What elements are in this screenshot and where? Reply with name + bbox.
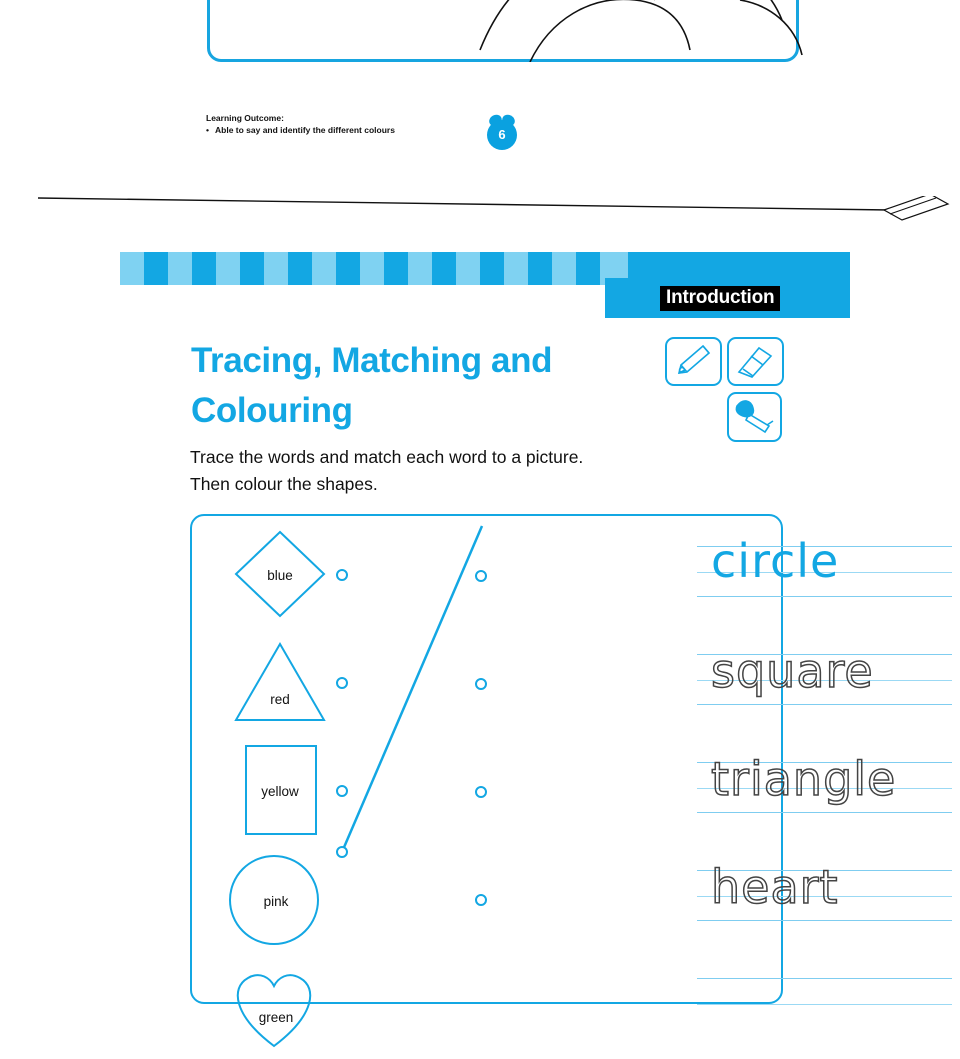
line-art-illustration [470,0,810,62]
learning-outcome-item: • Able to say and identify the different colours [206,124,466,136]
trace-word-circle[interactable]: circle [711,534,840,588]
shape-red[interactable] [220,634,340,730]
instructions-line1: Trace the words and match each word to a picture. [190,447,584,467]
section-tab-label: Introduction [660,286,780,311]
page-title-line2: Colouring [191,390,353,430]
page-title [191,336,661,435]
connector-dot-blue[interactable] [336,569,348,581]
learning-outcome-title: Learning Outcome: [206,113,284,123]
learning-outcome [206,112,466,137]
connector-dot-red[interactable] [336,677,348,689]
worksheet-page [0,232,960,1025]
shape-red-label: red [270,692,290,707]
shape-green-label: green [258,1010,294,1025]
previous-page-tail [0,0,960,230]
page-number-text: 6 [498,127,506,142]
word-row-triangle[interactable] [697,740,957,836]
page-number-badge [487,116,519,148]
shape-blue[interactable] [220,526,340,622]
shape-pink[interactable] [216,852,336,948]
heart-icon [216,958,336,1054]
instructions [190,444,710,499]
word-row-circle[interactable] [697,524,957,620]
connector-dot-pink[interactable] [336,846,348,858]
shape-pink-label: pink [263,894,289,909]
connector-dot-circle[interactable] [475,570,487,582]
word-row-heart[interactable] [697,848,957,944]
page-title-line1: Tracing, Matching and [191,341,553,380]
connector-dot-yellow[interactable] [336,785,348,797]
page-edge-line [0,196,960,232]
activity-box [190,514,897,1025]
trace-word-square[interactable]: square [711,644,874,698]
connector-dot-square[interactable] [475,678,487,690]
trace-word-heart[interactable]: heart [711,860,839,914]
shape-green[interactable] [216,958,336,1054]
paint-brush-icon [727,392,782,442]
instructions-line2: Then colour the shapes. [190,474,378,495]
page-separator [0,196,960,232]
shape-blue-label: blue [267,568,293,583]
section-tab [605,278,850,318]
word-row-5[interactable] [697,956,957,1052]
pencil-icon [665,337,722,386]
word-row-square[interactable] [697,632,957,728]
eraser-icon [727,337,784,386]
connector-dot-triangle[interactable] [475,786,487,798]
previous-page-illustration [470,0,810,62]
connector-dot-heart[interactable] [475,894,487,906]
trace-word-triangle[interactable]: triangle [711,752,897,806]
shape-yellow-label: yellow [261,784,299,799]
triangle-icon [220,634,340,730]
shape-yellow[interactable] [220,742,340,838]
